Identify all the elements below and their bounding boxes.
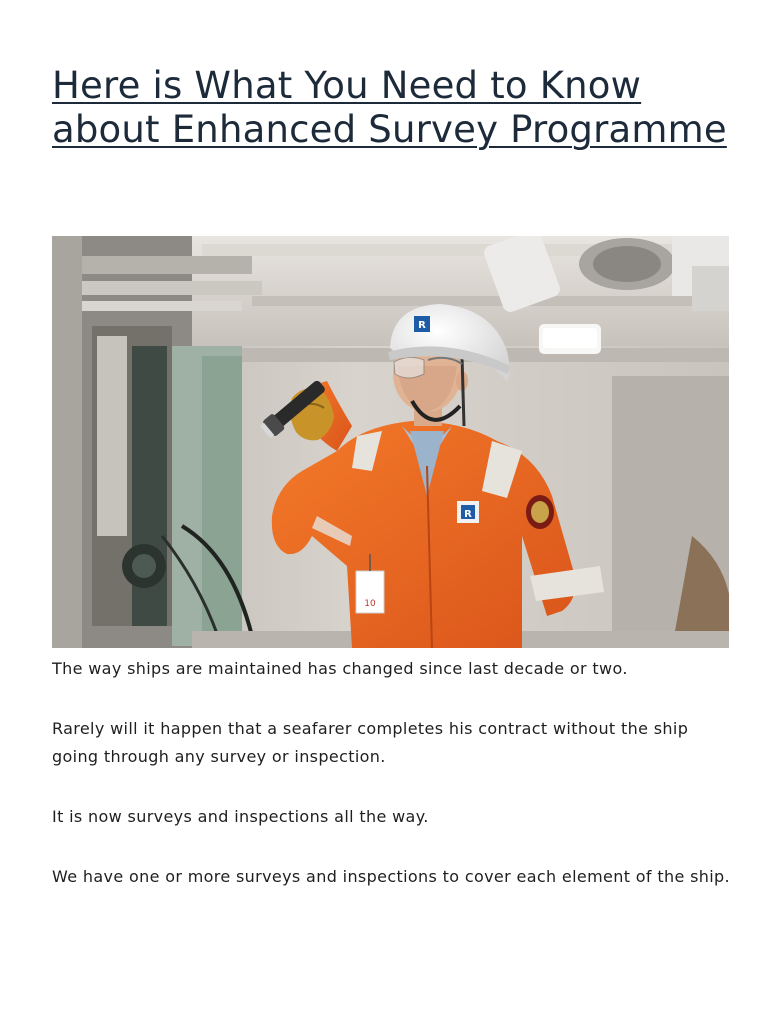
- paragraph: It is now surveys and inspections all the way.: [52, 807, 429, 826]
- paragraph: The way ships are maintained has changed since last decade or two.: [52, 659, 628, 678]
- svg-text:R: R: [464, 509, 472, 520]
- surveyor-illustration: [52, 236, 729, 648]
- article-body: [52, 655, 732, 923]
- svg-text:R: R: [418, 320, 426, 331]
- paragraph: We have one or more surveys and inspections to cover each element of the ship.: [52, 867, 730, 886]
- article-title-link[interactable]: [52, 64, 732, 152]
- badge-number: 10: [364, 599, 376, 609]
- hero-image: [52, 236, 729, 648]
- article: [52, 64, 732, 886]
- paragraph: Rarely will it happen that a seafarer completes his contract without the ship going through any survey or inspection.: [52, 719, 689, 766]
- article-title[interactable]: Here is What You Need to Know about Enhanced Survey Programme: [52, 64, 727, 151]
